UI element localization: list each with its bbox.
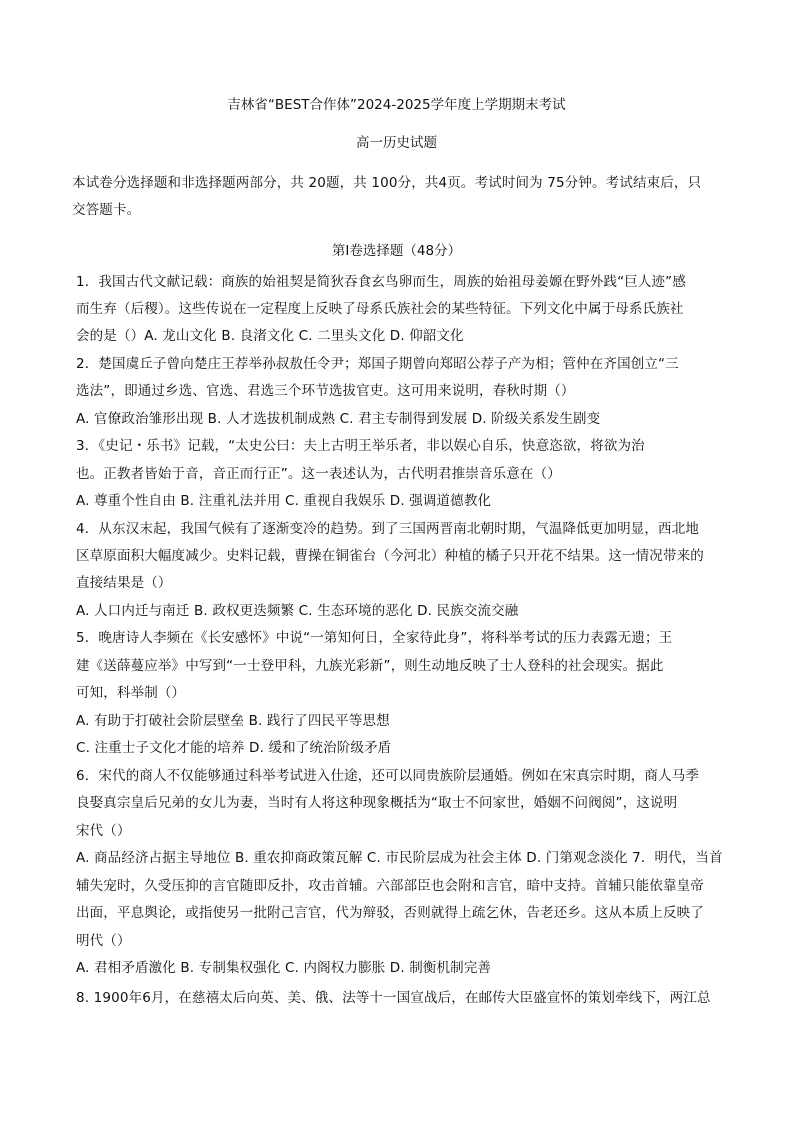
q3-line-2: 也。正教者皆始于音，音正而行正”。这一表述认为，古代明君推崇音乐意在（） xyxy=(76,466,561,482)
exam-subtitle: 高一历史试题 xyxy=(356,135,437,151)
q6-line-2: 良娶真宗皇后兄弟的女儿为妻，当时有人将这种现象概括为“取士不问家世，婚姻不问阀阅”，这说明 xyxy=(76,795,678,811)
q2-options: A. 官僚政治雏形出现 B. 人才选拔机制成熟 C. 君主专制得到发展 D. 阶级关系发生剧变 xyxy=(76,411,601,427)
q7-options: A. 君相矛盾激化 B. 专制集权强化 C. 内阁权力膨胀 D. 制衡机制完善 xyxy=(76,960,492,976)
q4-line-3: 直接结果是（） xyxy=(76,575,172,591)
q7-line-4: 明代（） xyxy=(76,933,131,949)
intro-line-2: 交答题卡。 xyxy=(72,202,141,218)
q5-options-1: A. 有助于打破社会阶层壁垒 B. 践行了四民平等思想 xyxy=(76,713,390,729)
q7-line-3: 出面，平息舆论，或指使另一批附己言官，代为辩驳，否则就得上疏乞休，告老还乡。这从本质上反映了 xyxy=(76,905,704,921)
q1-line-1: 1．我国古代文献记载：商族的始祖契是简狄吞食玄鸟卵而生，周族的始祖母姜嫄在野外践“巨人迹”感 xyxy=(76,274,686,290)
q3-line-1: 3．《史记・乐书》记载，“太史公曰：夫上古明王举乐者，非以娱心自乐，快意恣欲，将欲为治 xyxy=(76,438,645,454)
q3-options: A. 尊重个性自由 B. 注重礼法并用 C. 重视自我娱乐 D. 强调道德教化 xyxy=(76,493,492,509)
q7-line-2: 辅失宠时，久受压抑的言官随即反扑，攻击首辅。六部部臣也会附和言官，暗中支持。首辅只能依靠皇帝 xyxy=(76,878,704,894)
section-heading: 第Ⅰ卷选择题（48分） xyxy=(331,243,462,259)
q5-line-1: 5．晚唐诗人李频在《长安感怀》中说“一第知何日，全家待此身”，将科举考试的压力表露无遗；王 xyxy=(76,630,673,646)
q8-line-1: 8. 1900年6月，在慈禧太后向英、美、俄、法等十一国宣战后，在邮传大臣盛宣怀的策划牵线下，两江总 xyxy=(76,990,711,1006)
q5-options-2: C. 注重士子文化才能的培养 D. 缓和了统治阶级矛盾 xyxy=(76,740,392,756)
q2-line-2: 选法”，即通过乡选、官选、君选三个环节选拔官吏。这可用来说明，春秋时期（） xyxy=(76,383,575,399)
q4-options: A. 人口内迁与南迁 B. 政权更迭频繁 C. 生态环境的恶化 D. 民族交流交融 xyxy=(76,603,519,619)
intro-line-1: 本试卷分选择题和非选择题两部分，共 20题，共 100分，共4页。考试时间为 75分钟。考试结束后，只 xyxy=(72,175,702,191)
q1-line-2: 而生弃（后稷）。这些传说在一定程度上反映了母系氏族社会的某些特征。下列文化中属于母系氏族社 xyxy=(76,301,684,317)
q4-line-2: 区草原面积大幅度减少。史料记载，曹操在铜雀台（今河北）种植的橘子只开花不结果。这一情况带来的 xyxy=(76,548,704,564)
q7-line-1: A. 商品经济占据主导地位 B. 重农抑商政策瓦解 C. 市民阶层成为社会主体 D. 门第观念淡化 7．明代，当首 xyxy=(76,850,723,866)
q1-line-3: 会的是（）A. 龙山文化 B. 良渚文化 C. 二里头文化 D. 仰韶文化 xyxy=(76,328,464,344)
q2-line-1: 2．楚国虞丘子曾向楚庄王荐举孙叔敖任令尹；郑国子期曾向郑昭公荐子产为相；管仲在齐国创立“三 xyxy=(76,356,679,372)
q4-line-1: 4．从东汉末起，我国气候有了逐渐变冷的趋势。到了三国两晋南北朝时期，气温降低更加明显，西北地 xyxy=(76,521,699,537)
q5-line-2: 建《送薛蔓应举》中写到“一士登甲科，九族光彩新”，则生动地反映了士人登科的社会现实。据此 xyxy=(76,658,664,674)
exam-title: 吉林省“BEST合作体”2024-2025学年度上学期期末考试 xyxy=(227,97,566,113)
q6-line-1: 6．宋代的商人不仅能够通过科举考试进入仕途，还可以同贵族阶层通婚。例如在宋真宗时期，商人马季 xyxy=(76,768,699,784)
q6-line-3: 宋代（） xyxy=(76,823,131,839)
q5-line-3: 可知，科举制（） xyxy=(76,685,186,701)
